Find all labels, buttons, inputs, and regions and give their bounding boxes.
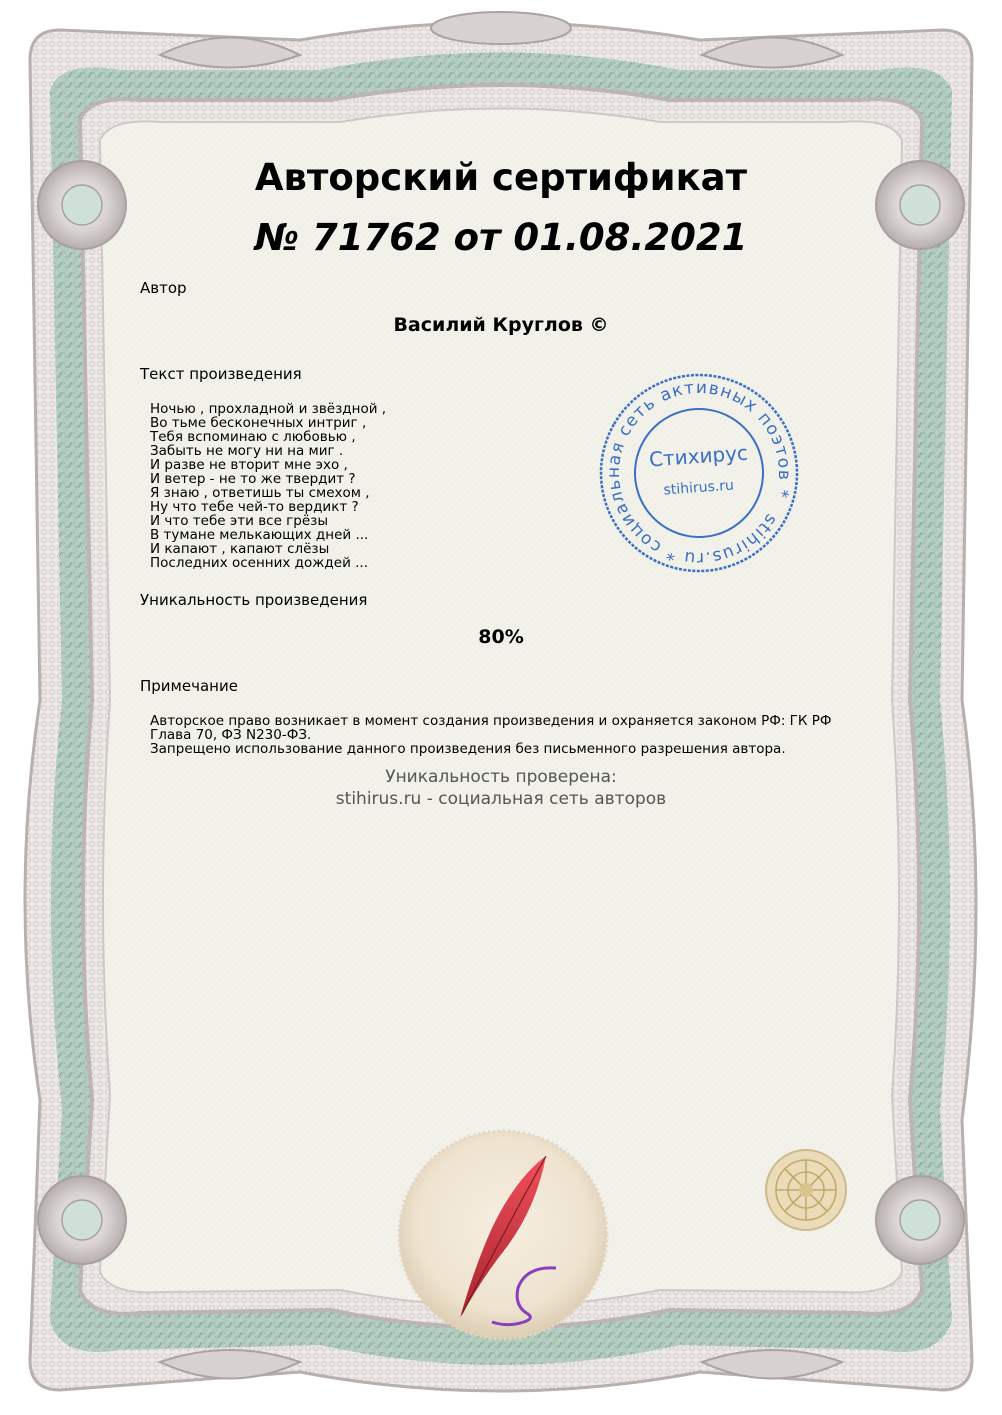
verification-site-line: stihirus.ru - социальная сеть авторов: [335, 789, 667, 809]
verification-line: Уникальность проверена:: [385, 767, 617, 787]
note-text: [150, 714, 850, 756]
stamp-icon: [596, 370, 802, 576]
uniqueness-value: 80%: [478, 626, 524, 648]
poem-line: И ветер - не то же твердит ?: [150, 471, 356, 487]
author-name: Василий Круглов ©: [393, 314, 609, 336]
poem-line: Во тьме бесконечных интриг ,: [150, 415, 367, 431]
work-text-label: Текст произведения: [140, 365, 302, 383]
stamp-ring-text: stihirus.ru * социальная сеть активных поэтов *: [603, 377, 795, 569]
poem-line: И капают , капают слёзы: [150, 541, 330, 557]
uniqueness-label: Уникальность произведения: [140, 591, 368, 609]
poem-line: Последних осенних дождей ...: [150, 555, 369, 571]
poem-line: И что тебе эти все грёзы: [150, 513, 328, 529]
poem-line: Ну что тебе чей-то вердикт ?: [150, 499, 359, 515]
quill-seal-icon: [396, 1128, 610, 1346]
poem-line: В тумане мелькающих дней ...: [150, 527, 369, 543]
poem-line: И разве не вторит мне эхо ,: [150, 457, 348, 473]
svg-text:stihirus.ru * социальная сеть: [596, 370, 802, 576]
poem-line: Ночью , прохладной и звёздной ,: [150, 401, 387, 417]
poem-line: Забыть не могу ни на миг .: [150, 443, 344, 459]
author-label: Автор: [140, 279, 187, 297]
certificate-title: Авторский сертификат: [254, 156, 748, 199]
note-line-copyright: Авторское право возникает в момент создания произведения и охраняется законом РФ: ГК РФ Глава 70, ФЗ N230-ФЗ.: [150, 713, 832, 743]
certificate-number: № 71762 от 01.08.2021: [254, 216, 748, 259]
poem-line: Тебя вспоминаю с любовью ,: [150, 429, 356, 445]
rosette-icon: [764, 1148, 848, 1236]
stamp-title: Стихирус: [648, 440, 749, 472]
poem-line: Я знаю , ответишь ты смехом ,: [150, 485, 370, 501]
note-line-prohibition: Запрещено использование данного произведения без письменного разрешения автора.: [150, 741, 786, 757]
stamp-url: stihirus.ru: [663, 477, 735, 499]
poem-text: [150, 402, 386, 570]
note-label: Примечание: [140, 677, 238, 695]
verification-text: [0, 766, 1002, 810]
stihirus-stamp: [596, 370, 802, 580]
